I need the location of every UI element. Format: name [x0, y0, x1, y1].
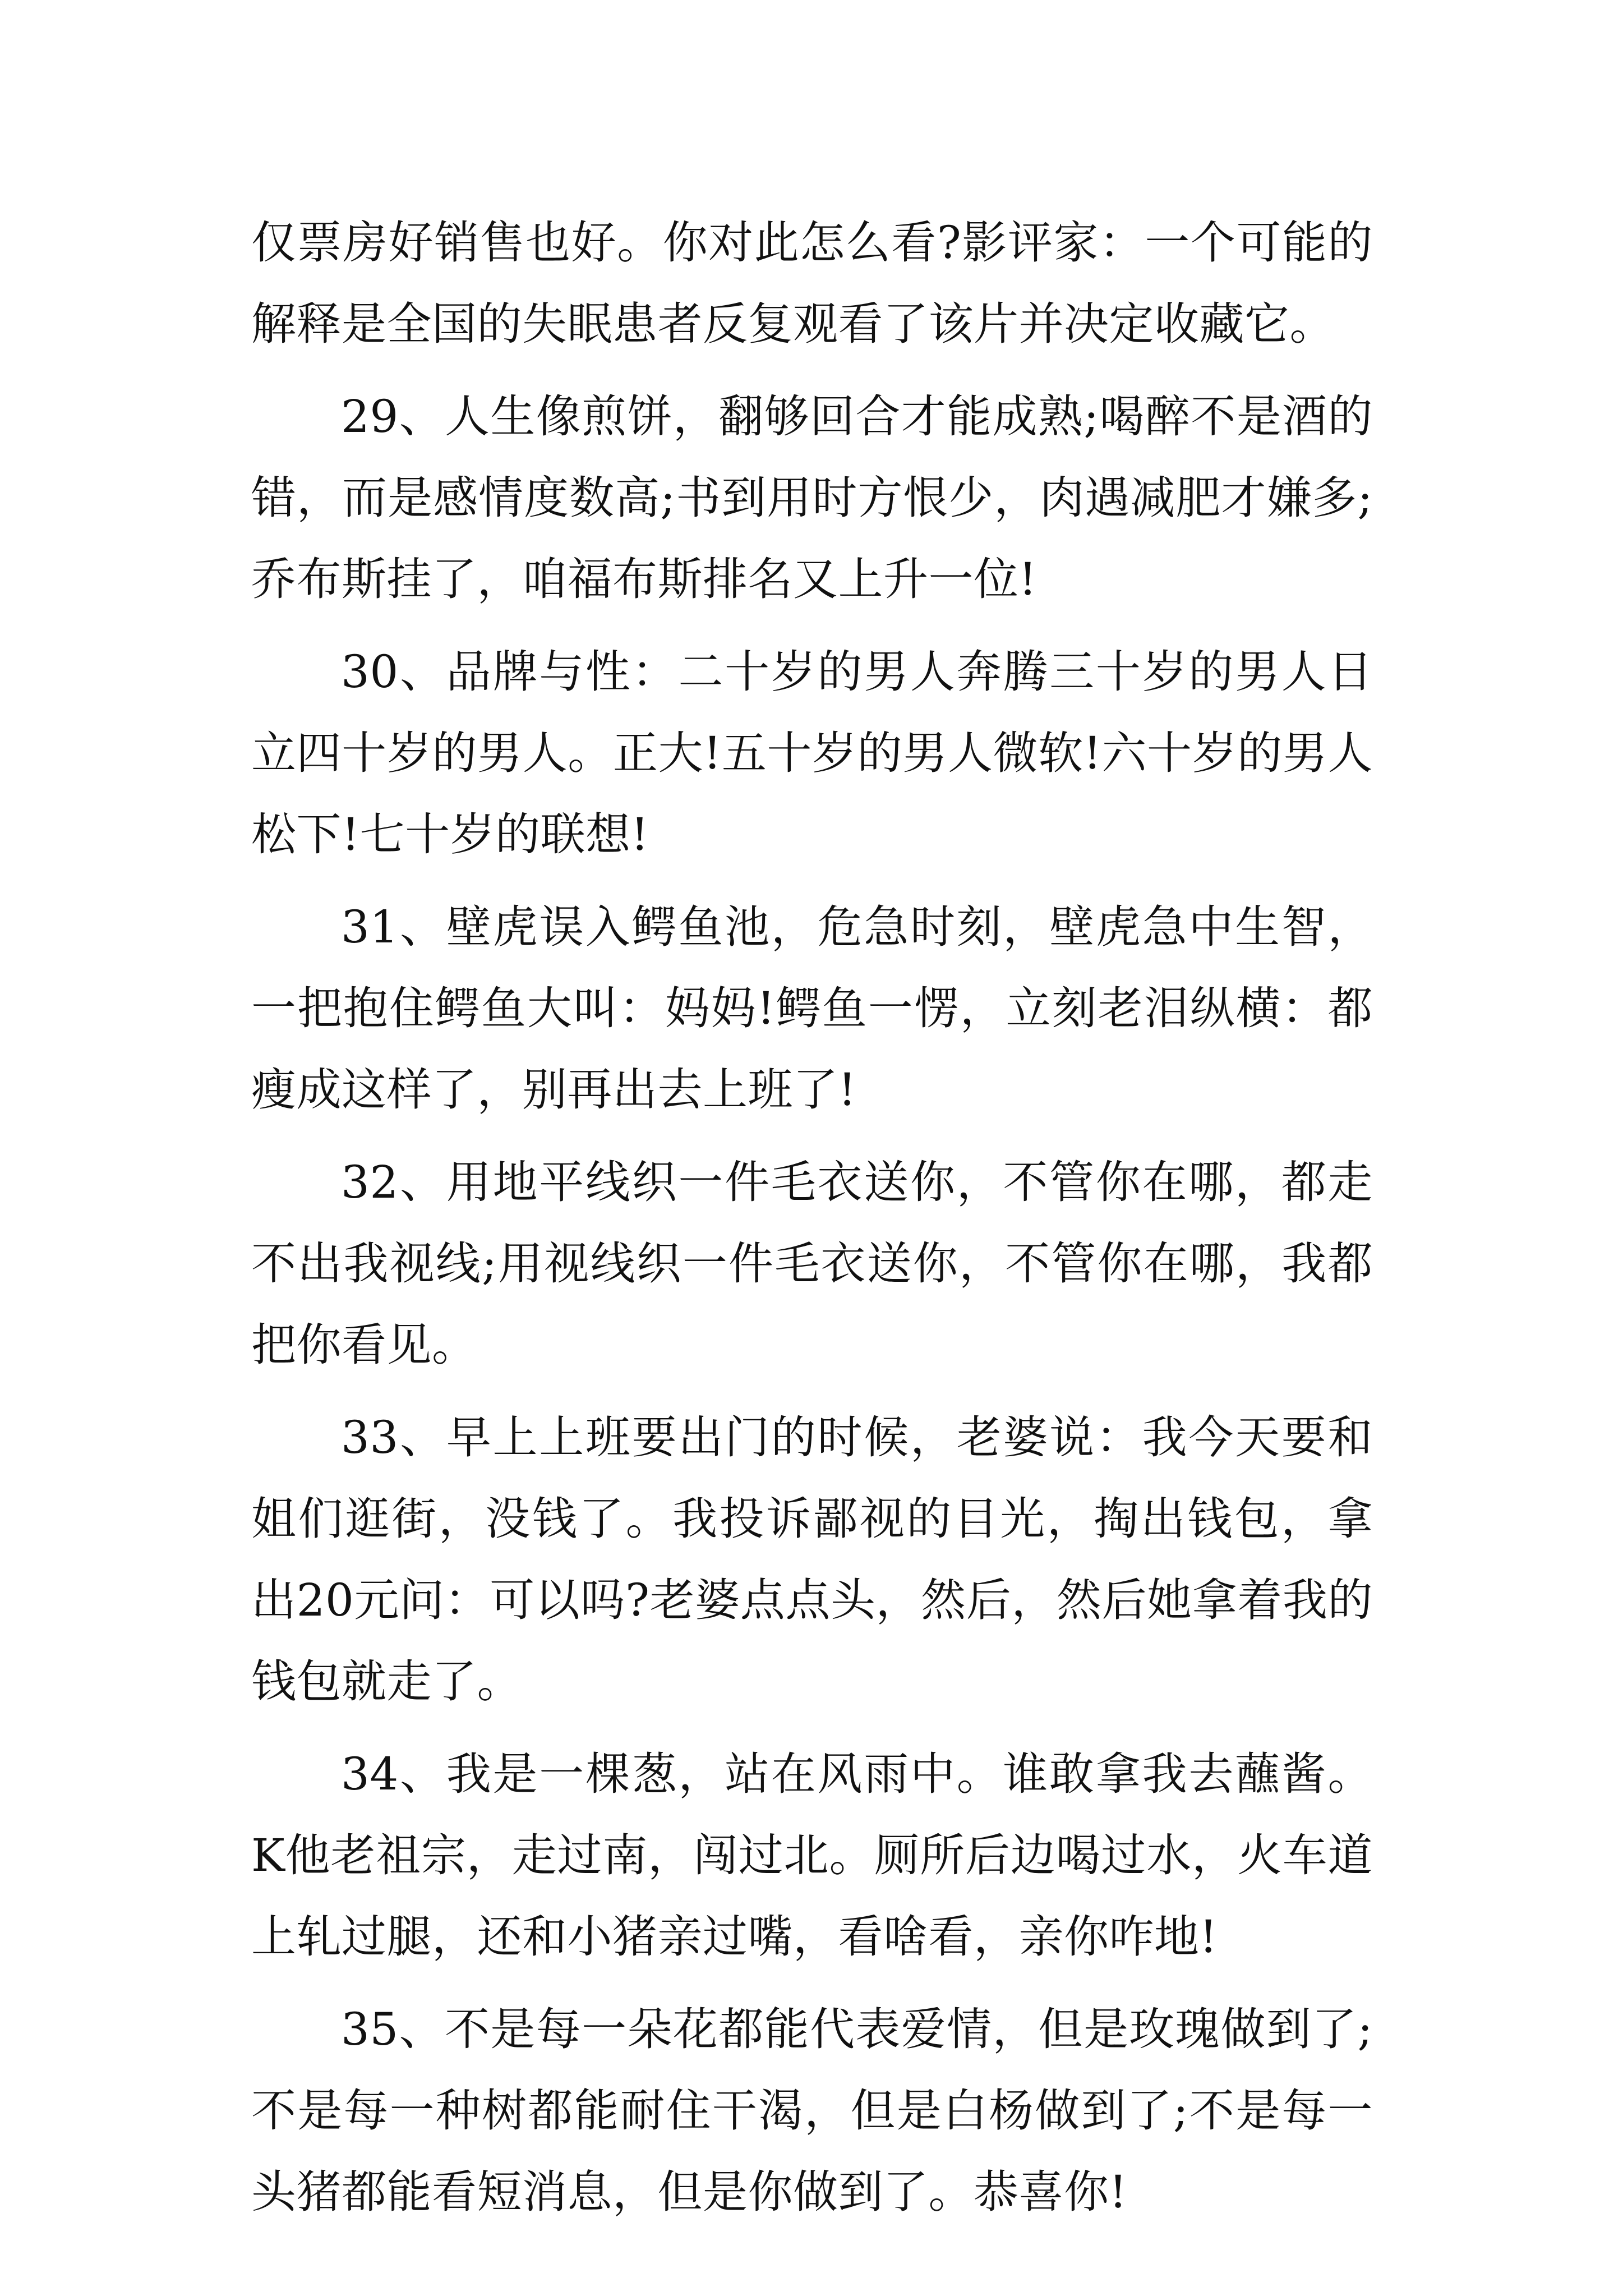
paragraph-32: 32、用地平线织一件毛衣送你，不管你在哪，都走不出我视线;用视线织一件毛衣送你，不管你在哪，我都把你看见。 — [251, 1156, 1373, 1371]
paragraph-34: 34、我是一棵葱，站在风雨中。谁敢拿我去蘸酱。K他老祖宗，走过南，闯过北。厕所后边喝过水，火车道上轧过腿，还和小猪亲过嘴，看啥看，亲你咋地! — [251, 1748, 1373, 1963]
paragraph-continuation: 仅票房好销售也好。你对此怎么看?影评家：一个可能的解释是全国的失眠患者反复观看了该片并决定收藏它。 — [251, 217, 1373, 350]
paragraph-33: 33、早上上班要出门的时候，老婆说：我今天要和姐们逛街，没钱了。我投诉鄙视的目光，掏出钱包，拿出20元问：可以吗?老婆点点头，然后，然后她拿着我的钱包就走了。 — [251, 1411, 1373, 1708]
paragraph-35: 35、不是每一朵花都能代表爱情，但是玫瑰做到了;不是每一种树都能耐住干渴，但是白杨做到了;不是每一头猪都能看短消息，但是你做到了。恭喜你! — [251, 2003, 1373, 2218]
paragraph-30: 30、品牌与性：二十岁的男人奔腾三十岁的男人日立四十岁的男人。正大!五十岁的男人微软!六十岁的男人松下!七十岁的联想! — [251, 646, 1373, 861]
document-body — [251, 202, 1373, 2244]
paragraph-31: 31、壁虎误入鳄鱼池，危急时刻，壁虎急中生智，一把抱住鳄鱼大叫：妈妈!鳄鱼一愣，立刻老泪纵横：都瘦成这样了，别再出去上班了! — [251, 901, 1373, 1116]
paragraph-29: 29、人生像煎饼，翻够回合才能成熟;喝醉不是酒的错，而是感情度数高;书到用时方恨少，肉遇减肥才嫌多;乔布斯挂了，咱福布斯排名又上升一位! — [251, 390, 1373, 605]
